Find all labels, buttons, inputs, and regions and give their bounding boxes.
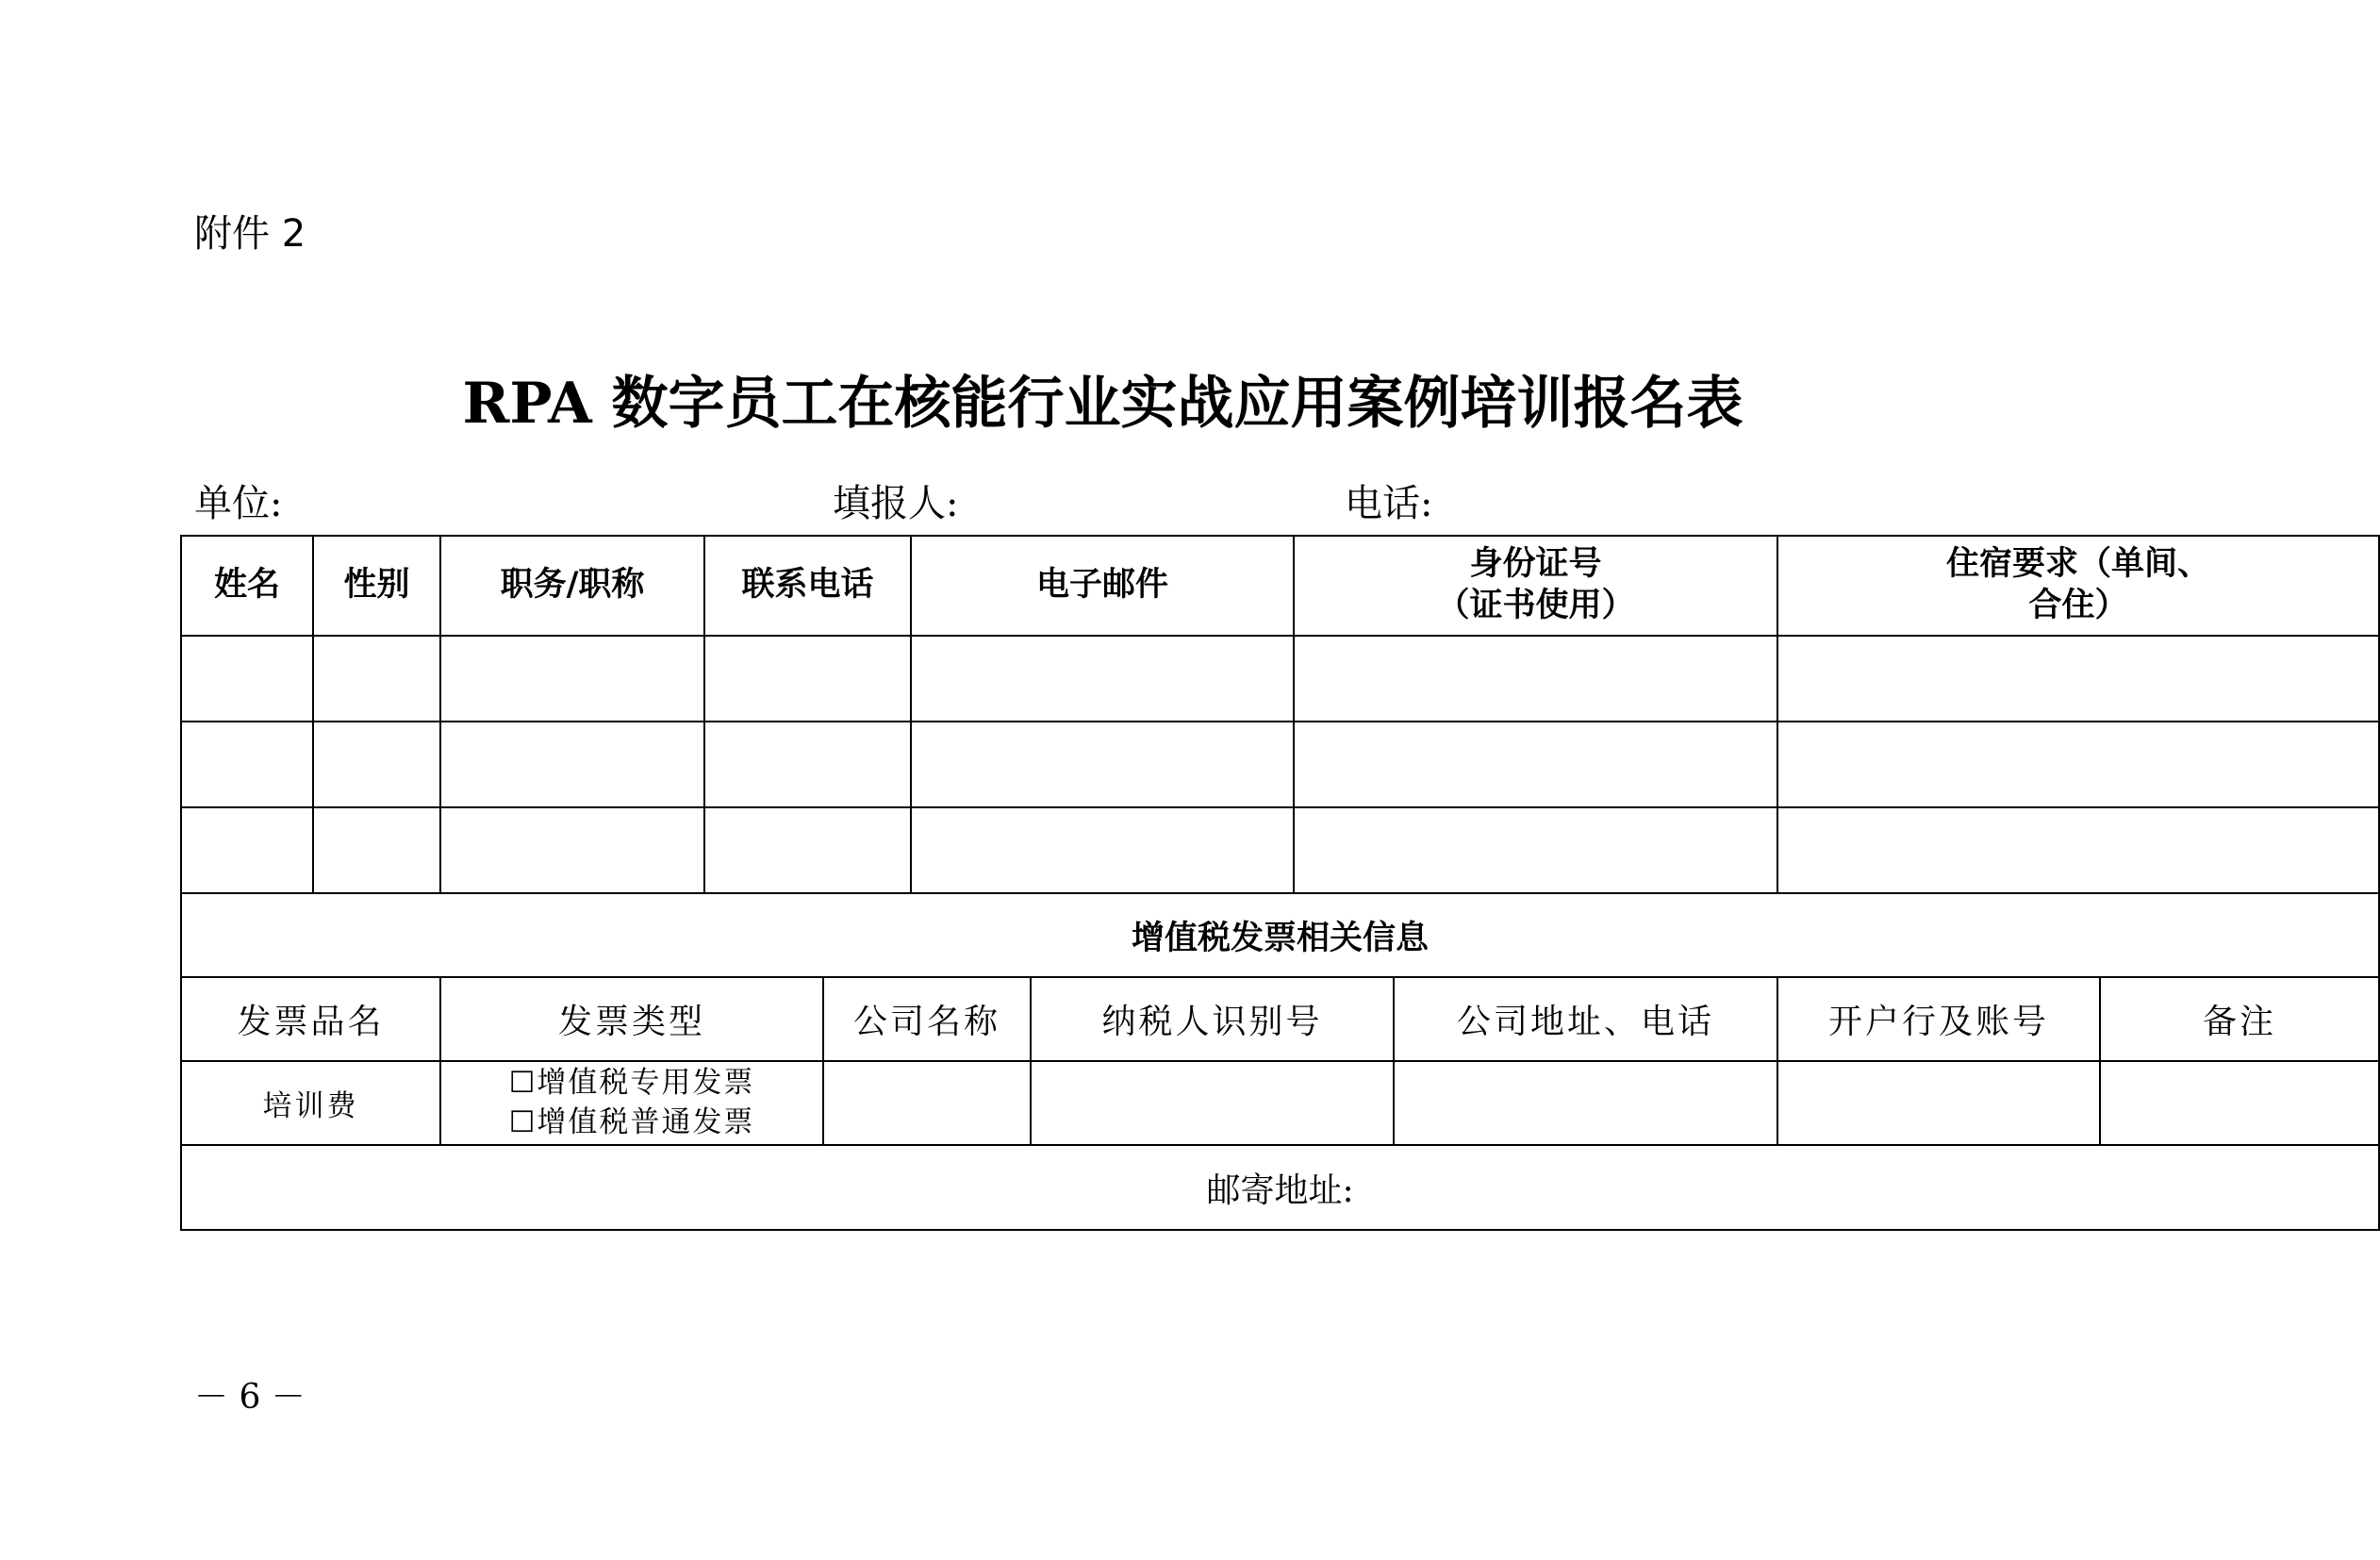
header-contact-phone: 联系电话: [704, 536, 911, 636]
header-email: 电子邮件: [911, 536, 1294, 636]
header-gender: 性别: [313, 536, 440, 636]
invoice-section-title: 增值税发票相关信息: [181, 893, 2379, 977]
unit-label: 单位:: [194, 482, 283, 525]
invoice-header-row: [181, 977, 2379, 1061]
header-company-name: 公司名称: [823, 977, 1031, 1061]
special-invoice-checkbox[interactable]: ☐增值税专用发票: [508, 1065, 755, 1100]
attachment-label: 附件 2: [194, 212, 306, 256]
email-cell[interactable]: [911, 722, 1294, 807]
bank-account-cell[interactable]: [1777, 1061, 2100, 1145]
header-remarks: 备注: [2100, 977, 2379, 1061]
email-cell[interactable]: [911, 807, 1294, 893]
mailing-address-label[interactable]: 邮寄地址:: [181, 1145, 2379, 1230]
name-cell[interactable]: [181, 807, 313, 893]
taxpayer-id-cell[interactable]: [1031, 1061, 1394, 1145]
name-cell[interactable]: [181, 722, 313, 807]
email-cell[interactable]: [911, 636, 1294, 722]
normal-invoice-checkbox[interactable]: ☐增值税普通发票: [508, 1104, 755, 1139]
header-taxpayer-id: 纳税人识别号: [1031, 977, 1394, 1061]
filler-label: 填报人:: [833, 482, 959, 525]
invoice-item-cell: 培训费: [181, 1061, 440, 1145]
header-position: 职务/职称: [440, 536, 704, 636]
position-cell[interactable]: [440, 636, 704, 722]
accommodation-cell[interactable]: [1777, 722, 2379, 807]
header-id-number: 身份证号 （证书使用）: [1294, 536, 1777, 636]
page-number: － 6 －: [194, 1378, 306, 1417]
participant-row: [181, 636, 2379, 722]
accommodation-cell[interactable]: [1777, 807, 2379, 893]
participant-row: [181, 807, 2379, 893]
id-number-cell[interactable]: [1294, 722, 1777, 807]
id-number-cell[interactable]: [1294, 636, 1777, 722]
invoice-row: [181, 1061, 2379, 1145]
position-cell[interactable]: [440, 722, 704, 807]
gender-cell[interactable]: [313, 636, 440, 722]
form-title: RPA 数字员工在核能行业实战应用案例培训报名表: [462, 371, 1744, 437]
header-invoice-item: 发票品名: [181, 977, 440, 1061]
name-cell[interactable]: [181, 636, 313, 722]
header-name: 姓名: [181, 536, 313, 636]
gender-cell[interactable]: [313, 722, 440, 807]
phone-label: 电话:: [1345, 482, 1433, 525]
registration-table: [180, 535, 2380, 1231]
mailing-address-row: [181, 1145, 2379, 1230]
gender-cell[interactable]: [313, 807, 440, 893]
participant-header-row: [181, 536, 2379, 636]
contact-phone-cell[interactable]: [704, 722, 911, 807]
header-bank-account: 开户行及账号: [1777, 977, 2100, 1061]
header-company-address-phone: 公司地址、电话: [1394, 977, 1777, 1061]
contact-phone-cell[interactable]: [704, 807, 911, 893]
invoice-type-cell: [440, 1061, 823, 1145]
invoice-section-row: [181, 893, 2379, 977]
remarks-cell[interactable]: [2100, 1061, 2379, 1145]
company-address-phone-cell[interactable]: [1394, 1061, 1777, 1145]
contact-phone-cell[interactable]: [704, 636, 911, 722]
header-invoice-type: 发票类型: [440, 977, 823, 1061]
id-number-cell[interactable]: [1294, 807, 1777, 893]
participant-row: [181, 722, 2379, 807]
company-name-cell[interactable]: [823, 1061, 1031, 1145]
header-accommodation: 住宿要求（单间、 合住）: [1777, 536, 2379, 636]
position-cell[interactable]: [440, 807, 704, 893]
accommodation-cell[interactable]: [1777, 636, 2379, 722]
